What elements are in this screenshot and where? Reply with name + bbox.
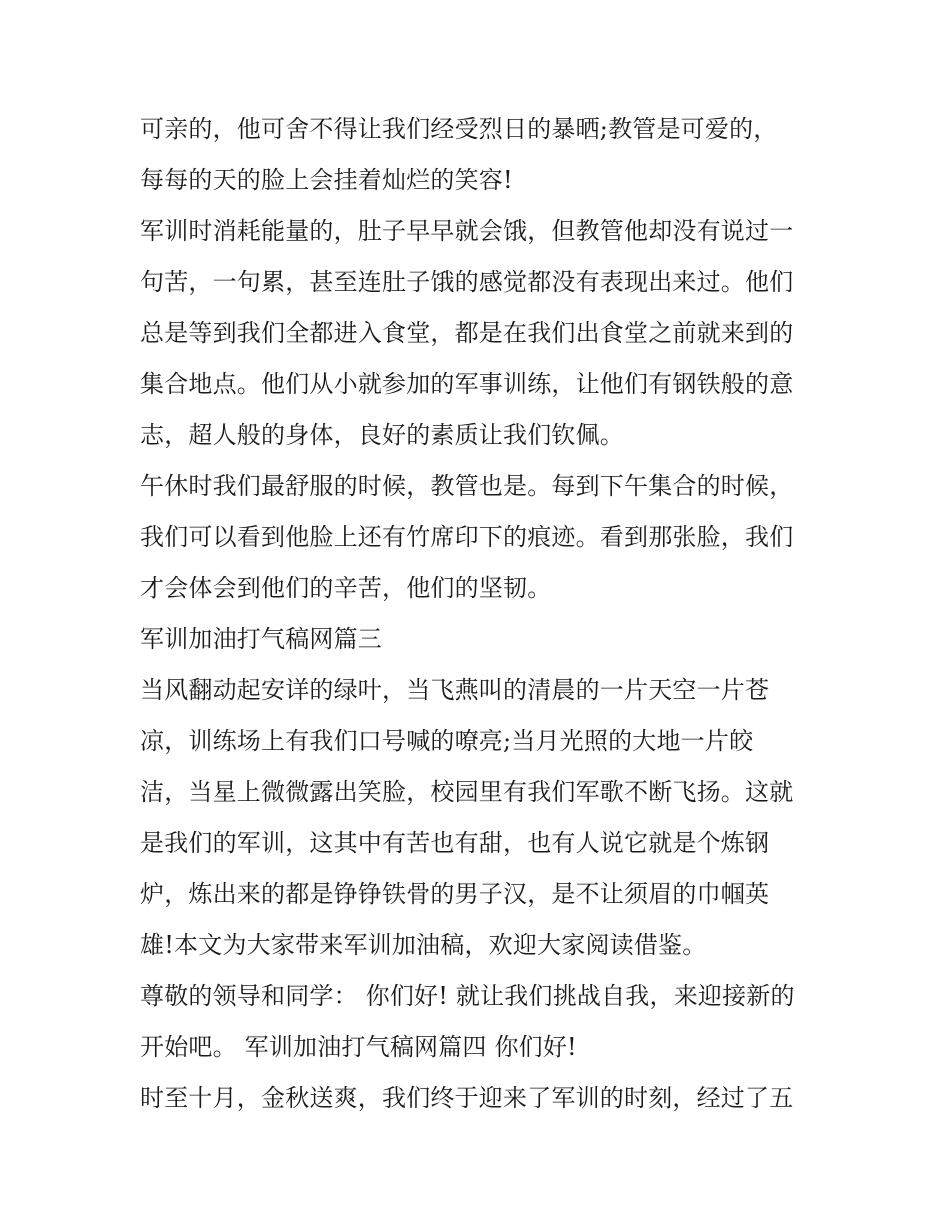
section-heading: 军训加油打气稿网篇三 [140,625,382,653]
text-line: 洁，当星上微微露出笑脸，校园里有我们军歌不断飞扬。这就 [140,778,794,806]
text-line: 尊敬的领导和同学： 你们好! 就让我们挑战自我，来迎接新的 [140,982,795,1010]
text-line: 午休时我们最舒服的时候，教管也是。每到下午集合的时候， [140,472,794,500]
text-line: 才会体会到他们的辛苦，他们的坚韧。 [140,574,552,602]
text-line: 是我们的军训，这其中有苦也有甜，也有人说它就是个炼钢 [140,829,770,857]
text-line: 当风翻动起安详的绿叶，当飞燕叫的清晨的一片天空一片苍 [140,676,770,704]
document-body [140,104,820,1124]
text-line: 凉，训练场上有我们口号喊的嘹亮;当月光照的大地一片皎 [140,727,754,755]
text-line: 开始吧。 军训加油打气稿网篇四 你们好! [140,1033,577,1061]
text-line: 军训时消耗能量的，肚子早早就会饿，但教管他却没有说过一 [140,217,794,245]
text-line: 雄!本文为大家带来军训加油稿，欢迎大家阅读借鉴。 [140,931,707,959]
text-line: 时至十月，金秋送爽，我们终于迎来了军训的时刻，经过了五 [140,1084,794,1112]
text-line: 炉，炼出来的都是铮铮铁骨的男子汉，是不让须眉的巾帼英 [140,880,770,908]
text-line: 句苦，一句累，甚至连肚子饿的感觉都没有表现出来过。他们 [140,268,794,296]
text-line: 我们可以看到他脸上还有竹席印下的痕迹。看到那张脸，我们 [140,523,794,551]
text-line: 可亲的，他可舍不得让我们经受烈日的暴晒;教管是可爱的， [140,115,778,143]
text-line: 志，超人般的身体，良好的素质让我们钦佩。 [140,421,624,449]
text-line: 总是等到我们全都进入食堂，都是在我们出食堂之前就来到的 [140,319,794,347]
text-line: 集合地点。他们从小就参加的军事训练，让他们有钢铁般的意 [140,370,794,398]
text-line: 每每的天的脸上会挂着灿烂的笑容! [140,166,513,194]
